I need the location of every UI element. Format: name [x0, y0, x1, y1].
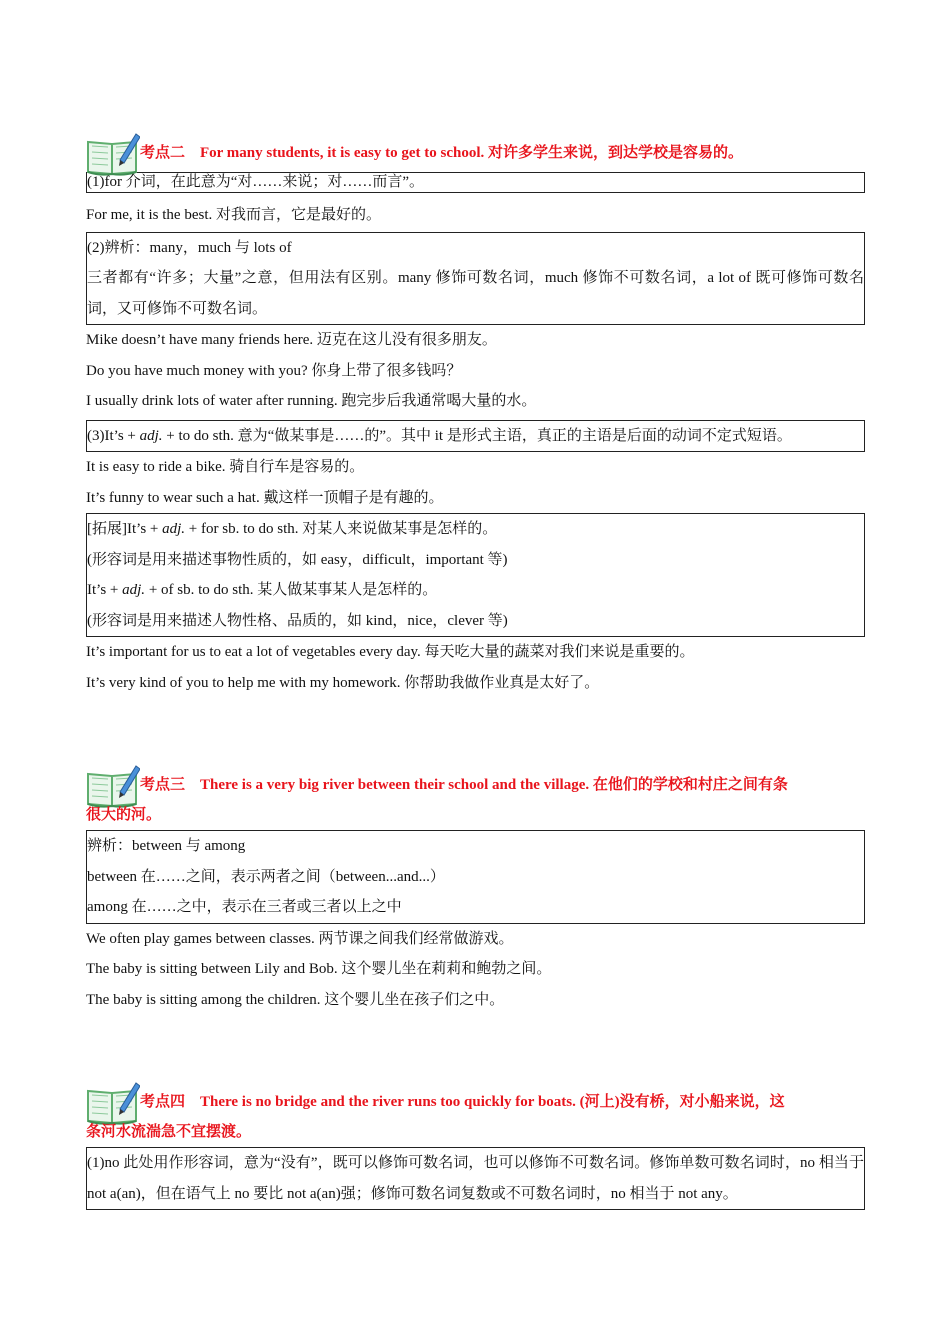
- section-3-heading-cont: 很大的河。: [86, 807, 162, 823]
- section-4-heading: [86, 1087, 865, 1117]
- example-line: We often play games between classes. 两节课之间我们经常做游戏。: [86, 930, 514, 947]
- note-for-text: (1)for 介词，在此意为“对……来说；对……而言”。: [87, 174, 425, 190]
- section-2-heading: [86, 138, 865, 168]
- note-box-many-much: [86, 232, 865, 326]
- example-line: I usually drink lots of water after running. 跑完步后我通常喝大量的水。: [86, 393, 537, 409]
- section-2-heading-text: 考点二 For many students, it is easy to get to school. 对许多学生来说，到达学校是容易的。: [140, 145, 744, 161]
- note-between-title: 辨析：between 与 among: [87, 838, 246, 854]
- note-box-its-adj: [86, 420, 865, 453]
- note-box-extension: [86, 513, 865, 637]
- note-no-text: (1)no 此处用作形容词，意为“没有”，既可以修饰可数名词，也可以修饰不可数名词。修饰单数可数名词时，no 相当于 not a(an)，但在语气上 no 要比 not a(an)强；修饰可数名词复数或不可数名词时，no 相当于 not any。: [87, 1155, 864, 1202]
- note-ext-line-1: [拓展]It’s + adj. + for sb. to do sth. 对某人来说做某事是怎样的。: [87, 521, 498, 537]
- example-line: For me, it is the best. 对我而言，它是最好的。: [86, 207, 381, 223]
- section-3-heading: [86, 770, 865, 800]
- note-many-title: (2)辨析：many，much 与 lots of: [87, 239, 292, 256]
- example-line: The baby is sitting among the children. 这个婴儿坐在孩子们之中。: [86, 991, 505, 1008]
- note-ext-line-2: (形容词是用来描述事物性质的，如 easy，difficult，important 等): [87, 551, 508, 568]
- example-line: The baby is sitting between Lily and Bob. 这个婴儿坐在莉莉和鲍勃之间。: [86, 961, 552, 977]
- section-4-heading-cont: 条河水流湍急不宜摆渡。: [86, 1124, 252, 1140]
- example-line: It’s important for us to eat a lot of vegetables every day. 每天吃大量的蔬菜对我们来说是重要的。: [86, 644, 695, 660]
- note-box-between-among: [86, 830, 865, 924]
- example-line: Mike doesn’t have many friends here. 迈克在这儿没有很多朋友。: [86, 332, 497, 348]
- note-between-def: between 在……之间，表示两者之间（between...and...）: [87, 868, 445, 885]
- note-many-body: 三者都有“许多；大量”之意，但用法有区别。many 修饰可数名词，much 修饰不可数名词，a lot of 既可修饰可数名词，又可修饰不可数名词。: [87, 270, 864, 317]
- example-line: It is easy to ride a bike. 骑自行车是容易的。: [86, 459, 365, 475]
- document-page: [86, 0, 865, 1210]
- example-line: Do you have much money with you? 你身上带了很多钱吗？: [86, 362, 462, 379]
- note-box-no: [86, 1147, 865, 1210]
- note-ext-line-3: It’s + adj. + of sb. to do sth. 某人做某事某人是怎样的。: [87, 582, 438, 598]
- example-line: It’s funny to wear such a hat. 戴这样一顶帽子是有趣的。: [86, 489, 444, 506]
- book-pen-icon: [86, 130, 140, 176]
- section-3-heading-text: 考点三 There is a very big river between their school and the village. 在他们的学校和村庄之间有条: [140, 777, 788, 793]
- note-among-def: among 在……之中，表示在三者或三者以上之中: [87, 899, 402, 915]
- section-4-heading-text: 考点四 There is no bridge and the river runs too quickly for boats. (河上)没有桥，对小船来说，这: [140, 1094, 785, 1110]
- note-box-for: [86, 172, 865, 193]
- note-its-adj-text: (3)It’s + adj. + to do sth. 意为“做某事是……的”。其中 it 是形式主语，真正的主语是后面的动词不定式短语。: [87, 427, 792, 444]
- example-line: It’s very kind of you to help me with my homework. 你帮助我做作业真是太好了。: [86, 674, 600, 691]
- note-ext-line-4: (形容词是用来描述人物性格、品质的，如 kind，nice，clever 等): [87, 612, 508, 629]
